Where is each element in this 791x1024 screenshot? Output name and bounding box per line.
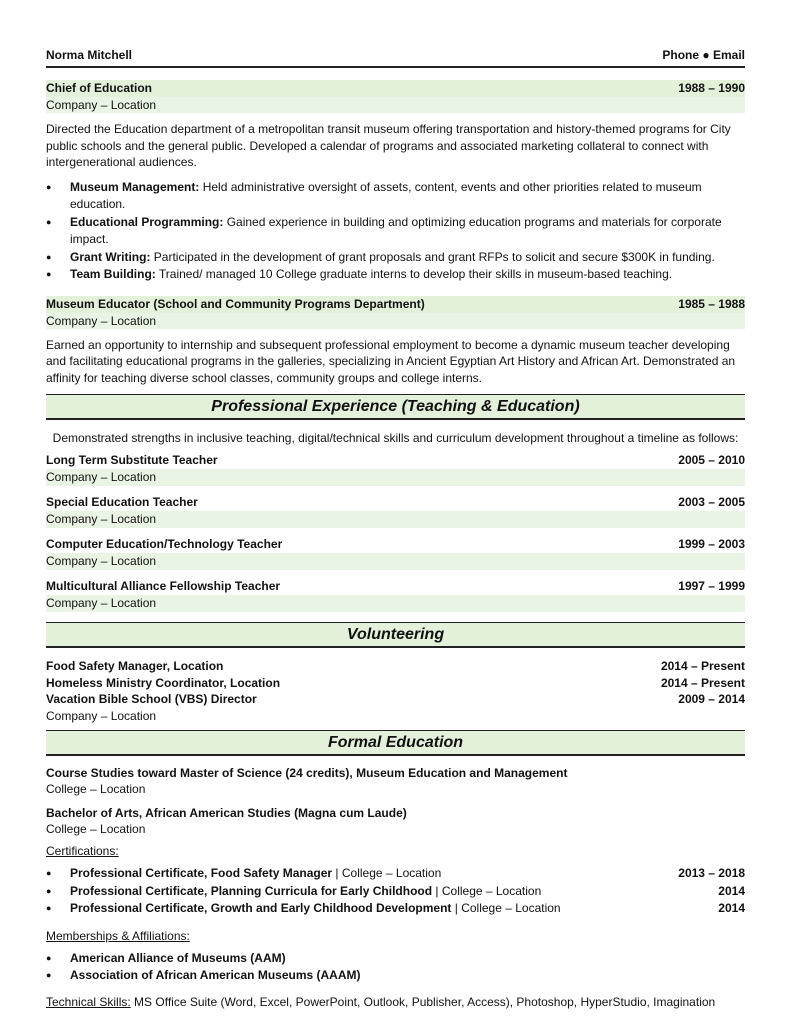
list-item: [46, 179, 745, 214]
job-dates: 1988 – 1990: [678, 81, 745, 95]
volunteer-title: Vacation Bible School (VBS) Director: [46, 692, 257, 706]
achievement-text: Gained experience in building and optimizing education programs and materials for corporate impact.: [70, 214, 722, 246]
job-company: Company – Location: [46, 97, 745, 113]
degree-entry: [46, 765, 745, 798]
volunteer-company: Company – Location: [46, 708, 157, 723]
memberships-list: [46, 950, 745, 985]
certifications-list: [46, 865, 745, 918]
achievement-text: Trained/ managed 10 College graduate interns to develop their skills in museum-based teaching.: [155, 267, 673, 281]
achievement-text: Participated in the development of grant proposals and grant RFPs to solicit and secure $300K in funding.: [150, 249, 715, 264]
role-company: Company – Location: [46, 511, 745, 528]
volunteer-dates: 2014 – Present: [660, 675, 745, 690]
volunteer-title: Homeless Ministry Coordinator, Location: [46, 675, 281, 690]
resume-header: [46, 46, 745, 64]
achievement-label: Grant Writing:: [70, 249, 151, 264]
role-title: Long Term Substitute Teacher: [46, 453, 218, 467]
header-divider: [46, 66, 745, 68]
volunteer-dates: 2014 – Present: [660, 659, 745, 673]
cert-dates: 2013 – 2018: [678, 866, 745, 880]
job-dates: 1985 – 1988: [678, 296, 745, 311]
role-heading: [46, 578, 745, 595]
certifications-label: Certifications:: [46, 844, 119, 858]
degree-school: College – Location: [46, 782, 146, 796]
job-title: Museum Educator (School and Community Programs Department): [46, 296, 425, 311]
role-heading: [46, 452, 745, 469]
role-title: Special Education Teacher: [46, 495, 198, 509]
job-achievements-list: [46, 179, 745, 284]
role-company: Company – Location: [46, 595, 745, 612]
contact-info: Phone ● Email: [662, 48, 745, 62]
volunteer-title: Food Safety Manager, Location: [46, 659, 224, 673]
job-title: Chief of Education: [46, 81, 152, 95]
role-heading: [46, 536, 745, 553]
job-heading: [46, 80, 745, 97]
list-item: ● American Alliance of Museums (AAM): [46, 950, 745, 968]
list-item: [46, 883, 745, 901]
cert-dates: 2014: [718, 883, 745, 898]
cert-name: Professional Certificate, Food Safety Manager: [70, 866, 333, 880]
achievement-text: Held administrative oversight of assets, content, events and other priorities related to museum education.: [70, 179, 702, 211]
section-title-volunteering: Volunteering: [46, 622, 745, 648]
section-title-teaching: Professional Experience (Teaching & Education): [46, 394, 745, 420]
list-item: [46, 900, 745, 918]
degree-title: Course Studies toward Master of Science (24 credits), Museum Education and Management: [46, 766, 568, 780]
technical-skills-text: MS Office Suite (Word, Excel, PowerPoint, Outlook, Publisher, Access), Photoshop, HyperStudio, Imagination: [130, 994, 716, 1009]
technical-skills-label: Technical Skills:: [46, 994, 131, 1009]
role-dates: 2005 – 2010: [678, 453, 745, 467]
role-company: Company – Location: [46, 469, 745, 486]
job-description: Earned an opportunity to internship and subsequent professional employment to become a dynamic museum teacher developing and facilitating educational programs in the galleries, specializing in Ancient Egyptian Art History and African Art. Demonstrated an affinity for teaching diverse school classes, community groups and college interns.: [46, 337, 736, 385]
cert-school: | College – Location: [451, 901, 561, 915]
degree-entry: [46, 805, 745, 838]
role-title: Multicultural Alliance Fellowship Teacher: [46, 579, 281, 593]
role-company: Company – Location: [46, 553, 745, 570]
list-item: [46, 214, 745, 249]
role-dates: 1999 – 2003: [678, 537, 745, 551]
resume-page: [46, 46, 745, 1009]
section-title-education: Formal Education: [46, 730, 745, 756]
cert-name: Professional Certificate, Growth and Early Childhood Development: [70, 901, 452, 915]
volunteer-row: [46, 658, 745, 675]
teaching-intro: Demonstrated strengths in inclusive teaching, digital/technical skills and curriculum development throughout a timeline as follows:: [52, 431, 739, 445]
achievement-label: Museum Management:: [70, 179, 200, 194]
role-title: Computer Education/Technology Teacher: [46, 537, 283, 551]
technical-skills: [46, 995, 745, 1009]
role-dates: 1997 – 1999: [678, 579, 745, 593]
list-item: [46, 249, 745, 267]
volunteer-dates: 2009 – 2014: [678, 692, 745, 706]
role-dates: 2003 – 2005: [678, 495, 745, 509]
volunteer-row: [46, 691, 745, 708]
cert-school: | College – Location: [432, 883, 542, 898]
cert-name: Professional Certificate, Planning Curricula for Early Childhood: [70, 883, 433, 898]
list-item: [46, 865, 745, 883]
job-company: Company – Location: [46, 313, 745, 329]
memberships-label: Memberships & Affiliations:: [46, 928, 190, 943]
volunteer-row: [46, 675, 745, 692]
cert-dates: 2014: [718, 901, 745, 915]
candidate-name: Norma Mitchell: [46, 48, 133, 62]
job-description: Directed the Education department of a metropolitan transit museum offering transportation and history-themed programs for City public schools and the general public. Developed a calendar of programs and associated marketing collateral to connect with intergenerational audiences.: [46, 122, 731, 169]
list-item: ● Association of African American Museums (AAAM): [46, 967, 745, 985]
achievement-label: Educational Programming:: [70, 214, 224, 229]
role-heading: [46, 494, 745, 511]
volunteering-list: [46, 658, 745, 724]
list-item: [46, 266, 745, 284]
degree-title: Bachelor of Arts, African American Studies (Magna cum Laude): [46, 805, 407, 820]
cert-school: | College – Location: [332, 866, 442, 880]
achievement-label: Team Building:: [70, 267, 156, 281]
job-heading: [46, 296, 745, 313]
degree-school: College – Location: [46, 821, 146, 836]
